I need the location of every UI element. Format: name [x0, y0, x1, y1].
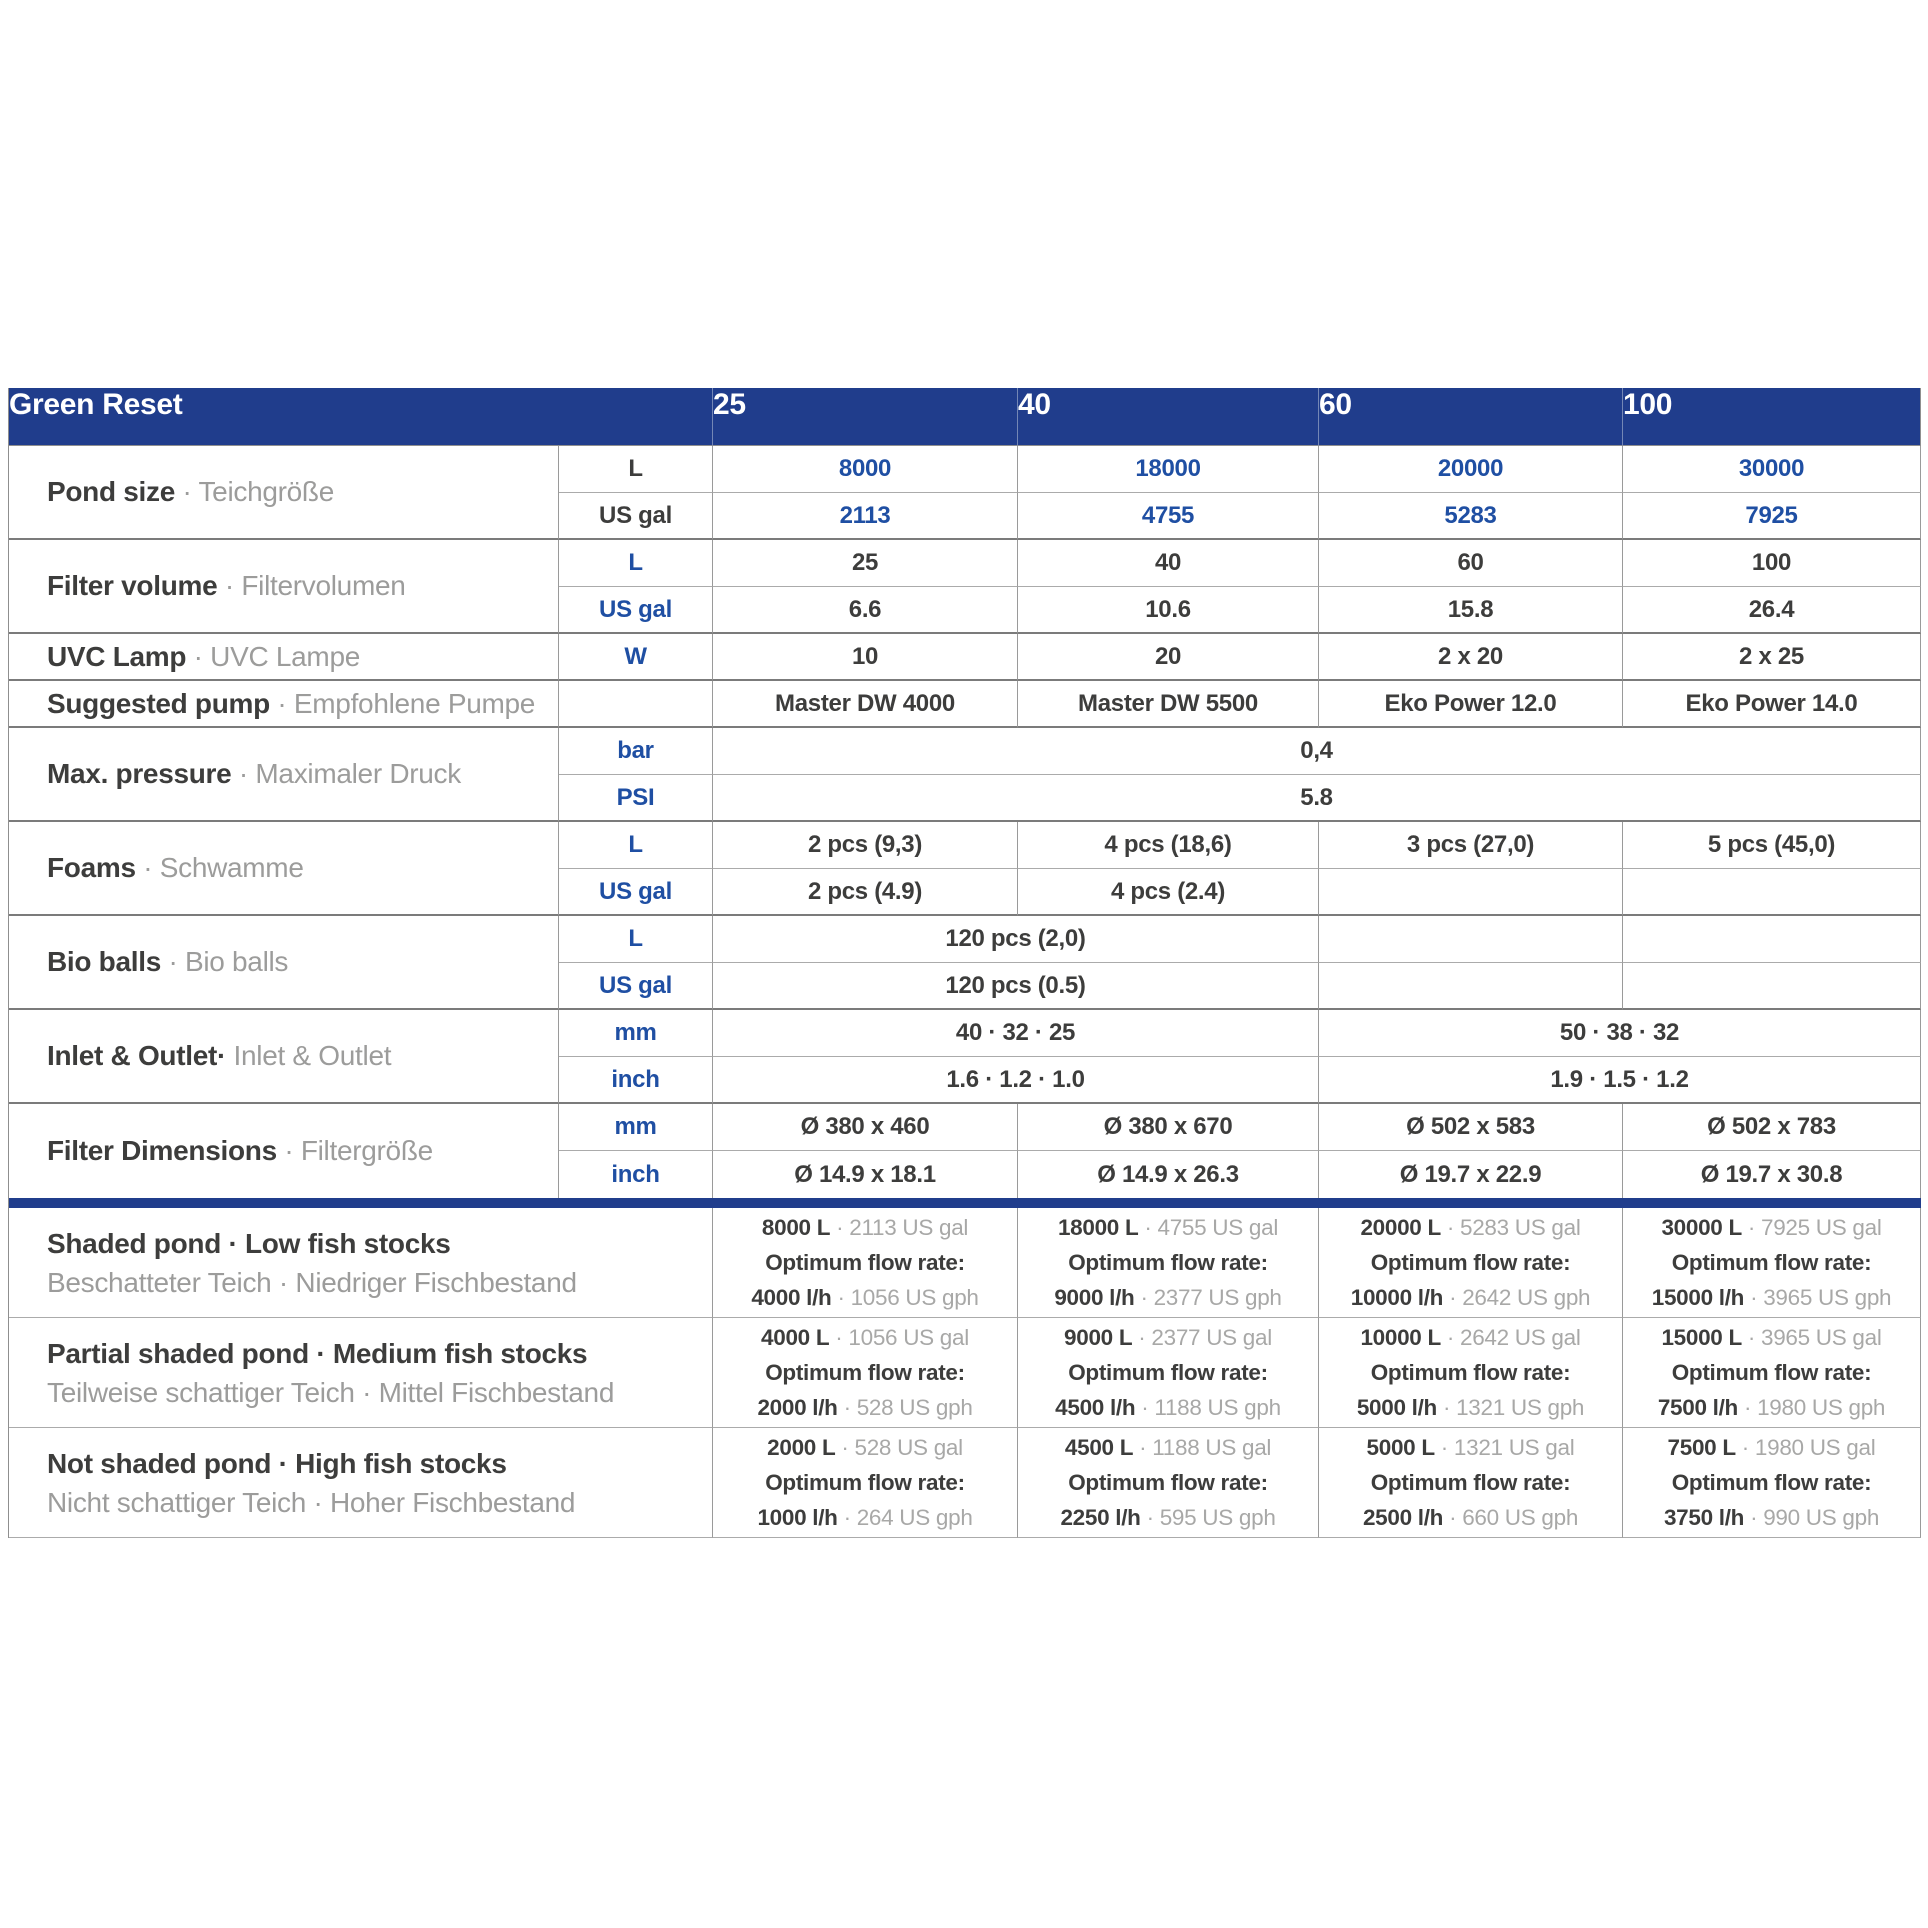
filter-volume-l-100 [1623, 540, 1921, 587]
value: Eko Power 14.0 [1685, 689, 1858, 717]
pond-volume: 4500 L [1064, 1435, 1134, 1460]
value: 10 [851, 642, 879, 670]
max-pressure-label-de: · Maximaler Druck [238, 758, 461, 789]
pond-volume-gal: · 4755 US gal [1144, 1215, 1279, 1240]
unit-inch: inch [611, 1065, 660, 1093]
model-60-label: 60 [1319, 388, 1352, 421]
pond-flow: 9000 l/h [1054, 1285, 1135, 1310]
pond-flow-line [1351, 1280, 1591, 1315]
pond-volume-gal: · 3965 US gal [1747, 1325, 1882, 1350]
pond-flow-gph: · 3965 US gph [1750, 1285, 1892, 1310]
value: 5283 [1444, 501, 1497, 529]
inlet-outlet-mm-60-100 [1319, 1010, 1921, 1057]
pond-volume-gal: · 2113 US gal [836, 1215, 969, 1240]
foams-l-60 [1319, 822, 1623, 869]
unit-psi: PSI [616, 783, 655, 811]
pond-flow: 3750 l/h [1663, 1505, 1745, 1530]
optimum-flow-label [1371, 1245, 1571, 1280]
filter-dimensions-mm-25 [713, 1104, 1018, 1151]
pond-volume-line [762, 1210, 968, 1245]
shaded-pond-label [9, 1208, 713, 1318]
pond-flow-line [757, 1390, 972, 1425]
pond-volume-line [1661, 1210, 1881, 1245]
pond-flow-line [1652, 1280, 1892, 1315]
optimum-flow-text: Optimum flow rate: [765, 1250, 965, 1275]
inlet-outlet-inch-25-40 [713, 1057, 1319, 1104]
max-pressure-unit-bar [559, 728, 713, 775]
filter-dimensions-mm-60 [1319, 1104, 1623, 1151]
suggested-pump-label [9, 681, 559, 728]
uvc-lamp-100 [1623, 634, 1921, 681]
unit-mm: mm [614, 1019, 657, 1046]
pond-flow: 10000 l/h [1350, 1285, 1444, 1310]
value: 60 [1457, 549, 1484, 576]
filter-dimensions-label-en: Filter Dimensions [47, 1135, 277, 1166]
value: 7925 [1745, 501, 1798, 529]
optimum-flow-label [765, 1355, 965, 1390]
uvc-lamp-label-de: · UVC Lampe [193, 640, 360, 672]
bio-balls-label-en: Bio balls [47, 946, 161, 977]
not-shaded-pond-60 [1319, 1428, 1623, 1538]
pond-volume-line [1065, 1430, 1271, 1465]
model-100-label: 100 [1623, 388, 1673, 421]
value: 3 pcs (27,0) [1406, 831, 1535, 858]
pond-volume: 30000 L [1661, 1215, 1742, 1240]
value: 1.9 · 1.5 · 1.2 [1550, 1065, 1689, 1093]
value: 8000 [838, 455, 892, 482]
filter-dimensions-unit-mm [559, 1104, 713, 1151]
pond-size-usgal-40 [1018, 493, 1319, 540]
value: 15.8 [1447, 595, 1494, 623]
optimum-flow-label [765, 1465, 965, 1500]
value: 4 pcs (18,6) [1104, 831, 1232, 858]
pond-flow-gph: · 528 US gph [843, 1395, 973, 1420]
unit-usgal: US gal [599, 501, 672, 529]
partial-shaded-pond-100 [1623, 1318, 1921, 1428]
value: 50 · 38 · 32 [1559, 1019, 1680, 1046]
foams-l-100 [1623, 822, 1921, 869]
shaded-pond-100 [1623, 1208, 1921, 1318]
value: 2 pcs (4.9) [807, 877, 923, 905]
partial-shaded-pond-label-en: Partial shaded pond · Medium fish stocks [47, 1337, 588, 1369]
value: Ø 14.9 x 18.1 [794, 1160, 936, 1188]
inlet-outlet-label-en: Inlet & Outlet· [47, 1040, 227, 1071]
section-separator [9, 1198, 1921, 1208]
pond-volume-gal: · 528 US gal [841, 1435, 963, 1460]
filter-volume-l-60 [1319, 540, 1623, 587]
value: 4755 [1141, 501, 1195, 529]
value: 30000 [1738, 455, 1805, 482]
pond-volume: 7500 L [1667, 1435, 1736, 1460]
filter-dimensions-inch-100 [1623, 1151, 1921, 1198]
model-40-label: 40 [1018, 388, 1051, 421]
suggested-pump-60 [1319, 681, 1623, 728]
pond-volume-line [1367, 1430, 1575, 1465]
not-shaded-pond-label [9, 1428, 713, 1538]
filter-volume-usgal-25 [713, 587, 1018, 634]
value: Ø 502 x 783 [1707, 1113, 1836, 1140]
value: 2 x 20 [1438, 642, 1503, 670]
shaded-pond-40 [1018, 1208, 1319, 1318]
pond-volume-gal: · 2377 US gal [1138, 1325, 1272, 1350]
uvc-lamp-40 [1018, 634, 1319, 681]
foams-unit-l [559, 822, 713, 869]
max-pressure-label-en: Max. pressure [47, 758, 232, 789]
optimum-flow-text: Optimum flow rate: [1671, 1250, 1872, 1275]
bio-balls-usgal-100-empty [1623, 963, 1921, 1010]
inlet-outlet-label-de: Inlet & Outlet [233, 1040, 392, 1071]
filter-dimensions-unit-inch [559, 1151, 713, 1198]
value: Master DW 5500 [1078, 689, 1258, 717]
optimum-flow-text: Optimum flow rate: [1671, 1360, 1872, 1385]
filter-dimensions-mm-100 [1623, 1104, 1921, 1151]
filter-volume-label-de: · Filtervolumen [224, 570, 406, 601]
value: 120 pcs (2,0) [945, 925, 1086, 952]
pond-volume-line [1668, 1430, 1876, 1465]
pond-flow: 4000 l/h [751, 1285, 832, 1310]
model-column-header-100 [1623, 388, 1921, 446]
pond-flow-gph: · 2642 US gph [1449, 1285, 1591, 1310]
optimum-flow-text: Optimum flow rate: [1671, 1470, 1872, 1495]
bio-balls-label [9, 916, 559, 1010]
partial-shaded-pond-label [9, 1318, 713, 1428]
value: Ø 19.7 x 22.9 [1399, 1160, 1542, 1188]
max-pressure-unit-psi [559, 775, 713, 822]
optimum-flow-text: Optimum flow rate: [765, 1470, 965, 1495]
foams-usgal-60-empty [1319, 869, 1623, 916]
filter-volume-label [9, 540, 559, 634]
model-column-header-25 [713, 388, 1018, 446]
optimum-flow-label [1068, 1245, 1268, 1280]
value: 18000 [1135, 455, 1201, 482]
model-25-label: 25 [713, 388, 746, 421]
unit-w: W [624, 642, 647, 670]
pond-flow-line [1363, 1500, 1578, 1535]
suggested-pump-label-en: Suggested pump [47, 687, 270, 719]
pond-volume: 18000 L [1057, 1215, 1139, 1240]
pond-volume-gal: · 7925 US gal [1747, 1215, 1882, 1240]
optimum-flow-label [1672, 1245, 1872, 1280]
unit-l: L [628, 925, 643, 952]
optimum-flow-label [765, 1245, 965, 1280]
pond-size-usgal-60 [1319, 493, 1623, 540]
pond-volume: 9000 L [1064, 1325, 1133, 1350]
foams-usgal-25 [713, 869, 1018, 916]
value: 2 x 25 [1739, 642, 1804, 670]
suggested-pump-40 [1018, 681, 1319, 728]
not-shaded-pond-100 [1623, 1428, 1921, 1538]
filter-volume-unit-usgal [559, 587, 713, 634]
value: 40 [1154, 549, 1182, 576]
filter-dimensions-label [9, 1104, 559, 1198]
foams-usgal-40 [1018, 869, 1319, 916]
value: 26.4 [1748, 595, 1795, 623]
bio-balls-unit-usgal [559, 963, 713, 1010]
uvc-lamp-unit-w [559, 634, 713, 681]
unit-inch: inch [611, 1160, 660, 1188]
pond-volume: 20000 L [1360, 1215, 1441, 1240]
foams-label-de: · Schwamme [143, 852, 304, 883]
unit-bar: bar [617, 737, 654, 764]
bio-balls-unit-l [559, 916, 713, 963]
pond-flow-line [757, 1500, 972, 1535]
pond-size-l-40 [1018, 446, 1319, 493]
pond-volume-gal: · 1056 US gal [835, 1325, 969, 1350]
pond-flow-gph: · 1321 US gph [1442, 1395, 1585, 1420]
pond-volume-gal: · 2642 US gal [1446, 1325, 1581, 1350]
foams-label-en: Foams [47, 852, 136, 883]
unit-l: L [628, 455, 643, 482]
shaded-pond-label-en: Shaded pond · Low fish stocks [47, 1227, 451, 1259]
value: 100 [1751, 549, 1792, 576]
value: Eko Power 12.0 [1384, 689, 1557, 717]
inlet-outlet-unit-inch [559, 1057, 713, 1104]
pond-size-usgal-100 [1623, 493, 1921, 540]
pond-flow: 15000 l/h [1651, 1285, 1745, 1310]
max-pressure-bar-value [713, 728, 1921, 775]
inlet-outlet-label [9, 1010, 559, 1104]
pond-size-label-de: · Teichgröße [182, 476, 334, 507]
pond-flow: 5000 l/h [1356, 1395, 1437, 1420]
pond-flow: 2500 l/h [1362, 1505, 1444, 1530]
not-shaded-pond-label-en: Not shaded pond · High fish stocks [47, 1447, 507, 1479]
optimum-flow-text: Optimum flow rate: [1068, 1250, 1268, 1275]
value: 1.6 · 1.2 · 1.0 [946, 1065, 1085, 1093]
pond-flow: 2000 l/h [757, 1395, 838, 1420]
pond-flow-gph: · 264 US gph [843, 1505, 973, 1530]
unit-usgal: US gal [599, 595, 672, 623]
optimum-flow-label [1371, 1355, 1571, 1390]
value: 4 pcs (2.4) [1110, 877, 1226, 905]
pond-volume-line [1661, 1320, 1881, 1355]
unit-l: L [628, 831, 643, 858]
pond-size-l-100 [1623, 446, 1921, 493]
pond-flow-gph: · 1056 US gph [837, 1285, 979, 1310]
optimum-flow-label [1068, 1355, 1268, 1390]
pond-volume-line [1064, 1320, 1272, 1355]
max-pressure-psi-value [713, 775, 1921, 822]
pond-volume-line [761, 1320, 969, 1355]
suggested-pump-label-de: · Empfohlene Pumpe [277, 687, 536, 719]
foams-unit-usgal [559, 869, 713, 916]
pond-volume-gal: · 1980 US gal [1741, 1435, 1876, 1460]
filter-volume-usgal-60 [1319, 587, 1623, 634]
value: 40 · 32 · 25 [955, 1019, 1076, 1046]
bio-balls-usgal-25-40 [713, 963, 1319, 1010]
bio-balls-usgal-60-empty [1319, 963, 1623, 1010]
value: 25 [851, 549, 879, 576]
value: 2113 [839, 501, 891, 529]
value: Ø 380 x 460 [800, 1113, 930, 1140]
pond-volume: 8000 L [761, 1215, 831, 1240]
filter-volume-unit-l [559, 540, 713, 587]
foams-l-25 [713, 822, 1018, 869]
bio-balls-label-de: · Bio balls [168, 946, 289, 977]
value: 20 [1154, 642, 1182, 670]
filter-volume-usgal-100 [1623, 587, 1921, 634]
filter-volume-usgal-40 [1018, 587, 1319, 634]
value: Ø 19.7 x 30.8 [1700, 1160, 1843, 1188]
pond-flow-gph: · 2377 US gph [1140, 1285, 1282, 1310]
not-shaded-pond-40 [1018, 1428, 1319, 1538]
pond-volume: 2000 L [767, 1435, 836, 1460]
foams-usgal-100-empty [1623, 869, 1921, 916]
inlet-outlet-inch-60-100 [1319, 1057, 1921, 1104]
optimum-flow-text: Optimum flow rate: [765, 1360, 965, 1385]
value: 6.6 [848, 595, 882, 623]
pond-flow-line [751, 1280, 978, 1315]
partial-shaded-pond-25 [713, 1318, 1018, 1428]
filter-dimensions-inch-60 [1319, 1151, 1623, 1198]
pond-size-unit-l [559, 446, 713, 493]
pond-flow-line [1055, 1390, 1281, 1425]
pond-volume: 5000 L [1366, 1435, 1435, 1460]
bio-balls-l-25-40 [713, 916, 1319, 963]
pond-flow-line [1664, 1500, 1879, 1535]
pond-flow: 7500 l/h [1657, 1395, 1738, 1420]
bio-balls-l-100-empty [1623, 916, 1921, 963]
spec-table [8, 388, 1920, 1538]
pond-flow-gph: · 1980 US gph [1743, 1395, 1886, 1420]
model-column-header-40 [1018, 388, 1319, 446]
pond-flow: 2250 l/h [1060, 1505, 1141, 1530]
filter-volume-l-40 [1018, 540, 1319, 587]
value: 2 pcs (9,3) [807, 831, 923, 858]
pond-flow-gph: · 595 US gph [1146, 1505, 1276, 1530]
optimum-flow-label [1371, 1465, 1571, 1500]
pond-flow: 4500 l/h [1055, 1395, 1136, 1420]
uvc-lamp-60 [1319, 634, 1623, 681]
value: 5 pcs (45,0) [1707, 831, 1836, 858]
pond-size-unit-usgal [559, 493, 713, 540]
filter-volume-label-en: Filter volume [47, 570, 218, 601]
not-shaded-pond-label-de: Nicht schattiger Teich · Hoher Fischbestand [47, 1486, 576, 1518]
value: 120 pcs (0.5) [945, 971, 1086, 999]
filter-dimensions-inch-40 [1018, 1151, 1319, 1198]
pond-volume-line [767, 1430, 963, 1465]
max-pressure-label [9, 728, 559, 822]
pond-volume-line [1360, 1320, 1580, 1355]
uvc-lamp-25 [713, 634, 1018, 681]
pond-flow-gph: · 660 US gph [1449, 1505, 1579, 1530]
foams-label [9, 822, 559, 916]
pond-volume-line [1360, 1210, 1580, 1245]
inlet-outlet-unit-mm [559, 1010, 713, 1057]
optimum-flow-text: Optimum flow rate: [1370, 1470, 1571, 1495]
optimum-flow-text: Optimum flow rate: [1370, 1360, 1571, 1385]
pond-volume-gal: · 1188 US gal [1139, 1435, 1272, 1460]
pond-volume-line [1058, 1210, 1278, 1245]
not-shaded-pond-25 [713, 1428, 1018, 1538]
partial-shaded-pond-40 [1018, 1318, 1319, 1428]
suggested-pump-25 [713, 681, 1018, 728]
pond-flow-gph: · 990 US gph [1750, 1505, 1880, 1530]
value: Ø 502 x 583 [1406, 1113, 1535, 1140]
uvc-lamp-label-en: UVC Lamp [47, 640, 187, 672]
unit-mm: mm [614, 1113, 657, 1140]
shaded-pond-60 [1319, 1208, 1623, 1318]
value: Ø 380 x 670 [1103, 1113, 1233, 1140]
value: 20000 [1437, 455, 1504, 482]
partial-shaded-pond-60 [1319, 1318, 1623, 1428]
optimum-flow-label [1672, 1355, 1872, 1390]
shaded-pond-25 [713, 1208, 1018, 1318]
unit-l: L [628, 549, 643, 576]
pond-flow-gph: · 1188 US gph [1141, 1395, 1281, 1420]
pond-size-l-60 [1319, 446, 1623, 493]
pond-size-l-25 [713, 446, 1018, 493]
table-title: Green Reset [9, 388, 183, 421]
optimum-flow-label [1672, 1465, 1872, 1500]
optimum-flow-text: Optimum flow rate: [1068, 1470, 1268, 1495]
pond-flow-line [1060, 1500, 1275, 1535]
value: 10.6 [1145, 595, 1191, 623]
table-title-cell [9, 388, 713, 446]
value: 0,4 [1300, 737, 1333, 764]
inlet-outlet-mm-25-40 [713, 1010, 1319, 1057]
suggested-pump-100 [1623, 681, 1921, 728]
pond-volume: 4000 L [761, 1325, 830, 1350]
optimum-flow-text: Optimum flow rate: [1068, 1360, 1268, 1385]
filter-volume-l-25 [713, 540, 1018, 587]
pond-size-usgal-25 [713, 493, 1018, 540]
optimum-flow-label [1068, 1465, 1268, 1500]
partial-shaded-pond-label-de: Teilweise schattiger Teich · Mittel Fischbestand [47, 1376, 615, 1408]
pond-volume: 15000 L [1661, 1325, 1742, 1350]
pond-size-label-en: Pond size [47, 476, 175, 507]
filter-dimensions-mm-40 [1018, 1104, 1319, 1151]
filter-dimensions-inch-25 [713, 1151, 1018, 1198]
pond-size-label [9, 446, 559, 540]
bio-balls-l-60-empty [1319, 916, 1623, 963]
pond-flow: 1000 l/h [757, 1505, 838, 1530]
filter-dimensions-label-de: · Filtergröße [284, 1135, 433, 1166]
suggested-pump-unit-empty [559, 681, 713, 728]
pond-volume-gal: · 5283 US gal [1446, 1215, 1581, 1240]
value: Master DW 4000 [775, 689, 955, 717]
foams-l-40 [1018, 822, 1319, 869]
value: Ø 14.9 x 26.3 [1097, 1160, 1239, 1188]
optimum-flow-text: Optimum flow rate: [1370, 1250, 1571, 1275]
uvc-lamp-label [9, 634, 559, 681]
pond-flow-line [1054, 1280, 1281, 1315]
unit-usgal: US gal [599, 971, 672, 999]
value: 5.8 [1300, 783, 1333, 811]
pond-flow-line [1357, 1390, 1584, 1425]
pond-flow-line [1658, 1390, 1885, 1425]
pond-volume: 10000 L [1360, 1325, 1441, 1350]
model-column-header-60 [1319, 388, 1623, 446]
pond-volume-gal: · 1321 US gal [1440, 1435, 1575, 1460]
shaded-pond-label-de: Beschatteter Teich · Niedriger Fischbestand [47, 1266, 577, 1298]
unit-usgal: US gal [599, 877, 672, 905]
